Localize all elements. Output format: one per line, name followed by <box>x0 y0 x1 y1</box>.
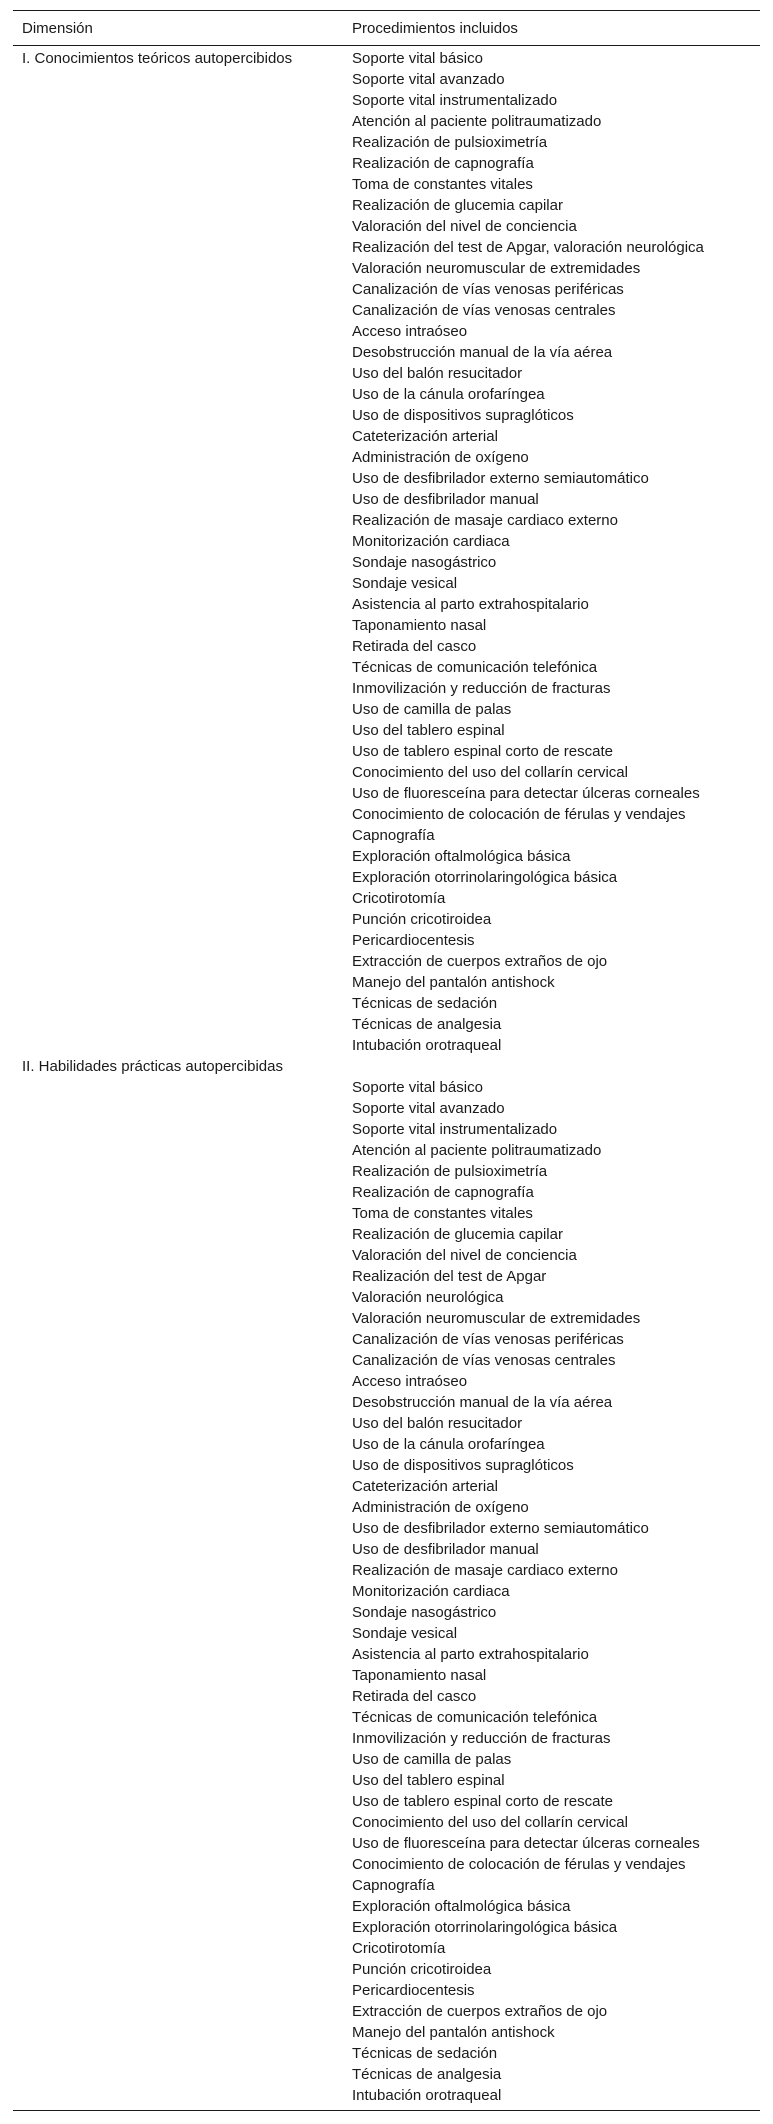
procedure-item: Valoración del nivel de conciencia <box>352 1247 577 1264</box>
procedure-item: Conocimiento del uso del collarín cervical <box>352 764 628 781</box>
procedure-item: Soporte vital básico <box>352 1079 483 1096</box>
procedure-item: Sondaje nasogástrico <box>352 1604 497 1621</box>
procedure-item: Inmovilización y reducción de fracturas <box>352 1730 611 1747</box>
procedure-item: Conocimiento del uso del collarín cervical <box>352 1814 628 1831</box>
procedures-table <box>13 10 760 2111</box>
procedure-item: Realización de capnografía <box>352 155 534 172</box>
procedure-item: Sondaje nasogástrico <box>352 554 497 571</box>
procedure-item: Taponamiento nasal <box>352 617 487 634</box>
procedure-item: Valoración neurológica <box>352 1289 504 1306</box>
procedure-item: Realización de masaje cardiaco externo <box>352 1562 618 1579</box>
procedure-item: Realización de capnografía <box>352 1184 534 1201</box>
procedure-item: Realización de pulsioximetría <box>352 134 548 151</box>
procedure-item: Canalización de vías venosas centrales <box>352 302 616 319</box>
procedure-item: Uso de tablero espinal corto de rescate <box>352 743 613 760</box>
procedure-item: Realización de glucemia capilar <box>352 197 563 214</box>
table-bottom-rule <box>13 2110 760 2111</box>
procedure-item: Soporte vital básico <box>352 50 483 67</box>
procedure-item: Uso de fluoresceína para detectar úlceras corneales <box>352 1835 700 1852</box>
procedure-item: Soporte vital instrumentalizado <box>352 92 558 109</box>
procedure-item: Manejo del pantalón antishock <box>352 974 555 991</box>
procedure-item: Uso de desfibrilador externo semiautomático <box>352 470 649 487</box>
procedure-item: Exploración otorrinolaringológica básica <box>352 1919 618 1936</box>
procedure-item: Extracción de cuerpos extraños de ojo <box>352 953 608 970</box>
procedure-item: Técnicas de sedación <box>352 995 498 1012</box>
header-dimension: Dimensión <box>22 19 93 37</box>
procedure-item: Sondaje vesical <box>352 1625 458 1642</box>
procedure-item: Técnicas de comunicación telefónica <box>352 659 598 676</box>
section-dimension-label: I. Conocimientos teóricos autopercibidos <box>22 50 293 67</box>
procedure-item: Toma de constantes vitales <box>352 1205 533 1222</box>
procedure-list <box>352 48 760 1056</box>
procedure-item: Capnografía <box>352 1877 435 1894</box>
procedure-item: Conocimiento de colocación de férulas y vendajes <box>352 806 686 823</box>
procedure-item: Monitorización cardiaca <box>352 533 510 550</box>
procedure-item: Uso de fluoresceína para detectar úlceras corneales <box>352 785 700 802</box>
procedure-item: Canalización de vías venosas centrales <box>352 1352 616 1369</box>
section-conocimientos <box>13 48 760 1056</box>
procedure-item: Uso de camilla de palas <box>352 701 512 718</box>
procedure-item: Conocimiento de colocación de férulas y vendajes <box>352 1856 686 1873</box>
procedure-item: Uso de desfibrilador externo semiautomático <box>352 1520 649 1537</box>
procedure-item: Acceso intraóseo <box>352 323 468 340</box>
procedure-item: Sondaje vesical <box>352 575 458 592</box>
procedure-item: Valoración neuromuscular de extremidades <box>352 260 641 277</box>
procedure-item: Retirada del casco <box>352 638 477 655</box>
procedure-item: Asistencia al parto extrahospitalario <box>352 596 589 613</box>
procedure-item: Atención al paciente politraumatizado <box>352 113 602 130</box>
procedure-item: Cateterización arterial <box>352 1478 498 1495</box>
procedure-item: Valoración del nivel de conciencia <box>352 218 577 235</box>
procedure-item: Técnicas de analgesia <box>352 1016 502 1033</box>
procedure-item: Exploración oftalmológica básica <box>352 1898 571 1915</box>
procedure-item: Uso del tablero espinal <box>352 722 505 739</box>
procedure-item: Uso de dispositivos supraglóticos <box>352 407 574 424</box>
procedure-item: Uso de la cánula orofaríngea <box>352 386 545 403</box>
procedure-item: Retirada del casco <box>352 1688 477 1705</box>
procedure-item: Extracción de cuerpos extraños de ojo <box>352 2003 608 2020</box>
procedure-item: Uso del tablero espinal <box>352 1772 505 1789</box>
procedure-item: Realización de masaje cardiaco externo <box>352 512 618 529</box>
procedure-item: Uso de desfibrilador manual <box>352 1541 539 1558</box>
procedure-item: Punción cricotiroidea <box>352 911 492 928</box>
procedure-item: Técnicas de sedación <box>352 2045 498 2062</box>
procedure-item: Canalización de vías venosas periféricas <box>352 1331 624 1348</box>
procedure-item: Valoración neuromuscular de extremidades <box>352 1310 641 1327</box>
procedure-item: Uso de camilla de palas <box>352 1751 512 1768</box>
procedure-item: Desobstrucción manual de la vía aérea <box>352 1394 613 1411</box>
procedure-item: Uso del balón resucitador <box>352 365 523 382</box>
procedure-item: Intubación orotraqueal <box>352 1037 502 1054</box>
procedure-item: Realización del test de Apgar <box>352 1268 547 1285</box>
procedure-item: Uso del balón resucitador <box>352 1415 523 1432</box>
procedure-item: Exploración otorrinolaringológica básica <box>352 869 618 886</box>
procedure-item: Técnicas de comunicación telefónica <box>352 1709 598 1726</box>
procedure-item: Monitorización cardiaca <box>352 1583 510 1600</box>
procedure-item: Acceso intraóseo <box>352 1373 468 1390</box>
procedure-item: Pericardiocentesis <box>352 932 475 949</box>
procedure-item: Realización de pulsioximetría <box>352 1163 548 1180</box>
procedure-item: Capnografía <box>352 827 435 844</box>
procedure-item: Manejo del pantalón antishock <box>352 2024 555 2041</box>
procedure-item: Realización del test de Apgar, valoración neurológica <box>352 239 704 256</box>
procedure-item: Administración de oxígeno <box>352 449 529 466</box>
procedure-item: Uso de tablero espinal corto de rescate <box>352 1793 613 1810</box>
procedure-item: Soporte vital avanzado <box>352 1100 505 1117</box>
procedure-item: Cricotirotomía <box>352 890 446 907</box>
procedure-item: Intubación orotraqueal <box>352 2087 502 2104</box>
procedure-item: Inmovilización y reducción de fracturas <box>352 680 611 697</box>
procedure-item: Realización de glucemia capilar <box>352 1226 563 1243</box>
section-habilidades <box>13 1056 760 2106</box>
procedure-item: Atención al paciente politraumatizado <box>352 1142 602 1159</box>
procedure-item: Uso de la cánula orofaríngea <box>352 1436 545 1453</box>
procedure-item: Taponamiento nasal <box>352 1667 487 1684</box>
procedure-item: Uso de dispositivos supraglóticos <box>352 1457 574 1474</box>
section-dimension-label: II. Habilidades prácticas autopercibidas <box>22 1058 283 1075</box>
procedure-item: Uso de desfibrilador manual <box>352 491 539 508</box>
procedure-item: Canalización de vías venosas periféricas <box>352 281 624 298</box>
header-procedures: Procedimientos incluidos <box>352 19 518 37</box>
procedure-list <box>352 1077 760 2106</box>
procedure-item: Soporte vital instrumentalizado <box>352 1121 558 1138</box>
procedure-item: Soporte vital avanzado <box>352 71 505 88</box>
procedure-item: Cricotirotomía <box>352 1940 446 1957</box>
procedure-item: Desobstrucción manual de la vía aérea <box>352 344 613 361</box>
procedure-item: Exploración oftalmológica básica <box>352 848 571 865</box>
procedure-item: Administración de oxígeno <box>352 1499 529 1516</box>
procedure-item: Pericardiocentesis <box>352 1982 475 1999</box>
table-header <box>13 10 760 46</box>
procedure-item: Técnicas de analgesia <box>352 2066 502 2083</box>
procedure-item: Punción cricotiroidea <box>352 1961 492 1978</box>
procedure-item: Asistencia al parto extrahospitalario <box>352 1646 589 1663</box>
procedure-item: Cateterización arterial <box>352 428 498 445</box>
procedure-item: Toma de constantes vitales <box>352 176 533 193</box>
